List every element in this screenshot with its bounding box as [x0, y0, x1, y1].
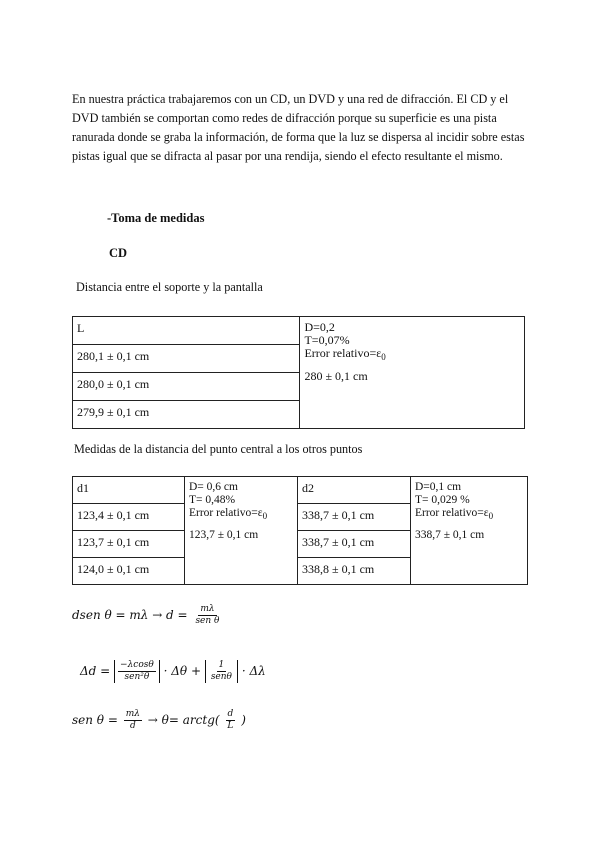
- stat-error-label: Error relativo=ε: [189, 507, 263, 519]
- table-cell: 338,7 ± 0,1 cm: [298, 504, 411, 531]
- eq2-f1-numerator: −λcosθ: [120, 660, 154, 670]
- table-cell: 124,0 ± 0,1 cm: [73, 558, 185, 585]
- eq3-end: ): [241, 713, 246, 727]
- eq1-numerator: mλ: [200, 604, 215, 614]
- stat-t: T=0,07%: [304, 333, 350, 347]
- eq2-abs-2: [205, 660, 238, 683]
- table-cell: 123,7 ± 0,1 cm: [73, 531, 185, 558]
- table-header-d2: d2: [298, 477, 411, 504]
- stat-t: T= 0,029 %: [415, 494, 470, 506]
- eq3-left: sen θ =: [72, 713, 122, 727]
- eq2-fraction-1: [118, 660, 156, 683]
- stats-cell-d2: [411, 477, 528, 585]
- table-cell: 338,7 ± 0,1 cm: [298, 531, 411, 558]
- section-heading-cd: CD: [109, 246, 128, 260]
- caption-distance: Distancia entre el soporte y la pantalla: [76, 280, 263, 294]
- stat-d: D= 0,6 cm: [189, 481, 238, 493]
- stat-error-sub: 0: [262, 511, 268, 521]
- eq3-f-denominator: L: [227, 721, 234, 731]
- eq2-left: Δd =: [80, 664, 115, 678]
- stats-cell-d1: [185, 477, 298, 585]
- eq1-fraction: [193, 604, 221, 627]
- table-row: [73, 477, 528, 504]
- eq3-denominator: d: [129, 721, 136, 731]
- eq2-f2-denominator: senθ: [210, 672, 232, 682]
- stat-result: 338,7 ± 0,1 cm: [415, 529, 485, 541]
- points-table: [72, 476, 528, 585]
- stat-error-sub: 0: [381, 352, 386, 362]
- section-heading-medidas: -Toma de medidas: [107, 211, 205, 225]
- table-cell: 123,4 ± 0,1 cm: [73, 504, 185, 531]
- table-row: [73, 317, 525, 345]
- stat-error-label: Error relativo=ε: [415, 507, 489, 519]
- equation-angle: [72, 709, 246, 732]
- table-cell: 279,9 ± 0,1 cm: [73, 401, 300, 429]
- eq3-numerator: mλ: [125, 709, 140, 719]
- stat-error: [304, 347, 520, 364]
- eq2-end: · Δλ: [241, 664, 266, 678]
- table-cell: 280,0 ± 0,1 cm: [73, 373, 300, 401]
- table-cell: 280,1 ± 0,1 cm: [73, 345, 300, 373]
- table-header-l: L: [73, 317, 300, 345]
- table-cell: 338,8 ± 0,1 cm: [298, 558, 411, 585]
- distance-table: [72, 316, 525, 429]
- eq2-f2-numerator: 1: [218, 660, 225, 670]
- stat-result: 280 ± 0,1 cm: [304, 369, 368, 383]
- eq3-fraction-1: [124, 709, 142, 732]
- stat-error-label: Error relativo=ε: [304, 346, 382, 360]
- stat-error: [415, 507, 523, 523]
- eq2-fraction-2: [209, 660, 234, 683]
- stat-d: D=0,2: [304, 320, 335, 334]
- eq1-denominator: sen θ: [195, 616, 220, 626]
- caption-points: Medidas de la distancia del punto central a los otros puntos: [74, 442, 363, 456]
- eq3-mid: → θ= arctg(: [147, 713, 220, 727]
- stats-cell: [300, 317, 525, 429]
- eq2-mid: · Δθ +: [163, 664, 205, 678]
- eq2-abs-1: [114, 660, 160, 683]
- stat-result: 123,7 ± 0,1 cm: [189, 529, 259, 541]
- stat-t: T= 0,48%: [189, 494, 236, 506]
- eq1-left: dsen θ = mλ → d =: [72, 608, 192, 622]
- eq3-f-numerator: d: [227, 709, 234, 719]
- stat-d: D=0,1 cm: [415, 481, 462, 493]
- eq2-f1-denominator: sen²θ: [124, 672, 150, 682]
- stat-error-sub: 0: [488, 511, 494, 521]
- equation-error: [80, 660, 266, 683]
- equation-grating: [72, 604, 223, 627]
- eq3-fraction-2: [225, 709, 235, 732]
- intro-paragraph: En nuestra práctica trabajaremos con un CD, un DVD y una red de difracción. El CD y el DVD también se comportan como redes de difracción porque su superficie es una pista ranurada donde se graba la información, de forma que la luz se dispersa al incidir sobre estas pistas igual que se difracta al pasar por una rendija, siendo el efecto resultante el mismo.: [72, 92, 525, 163]
- stat-error: [189, 507, 293, 523]
- table-header-d1: d1: [73, 477, 185, 504]
